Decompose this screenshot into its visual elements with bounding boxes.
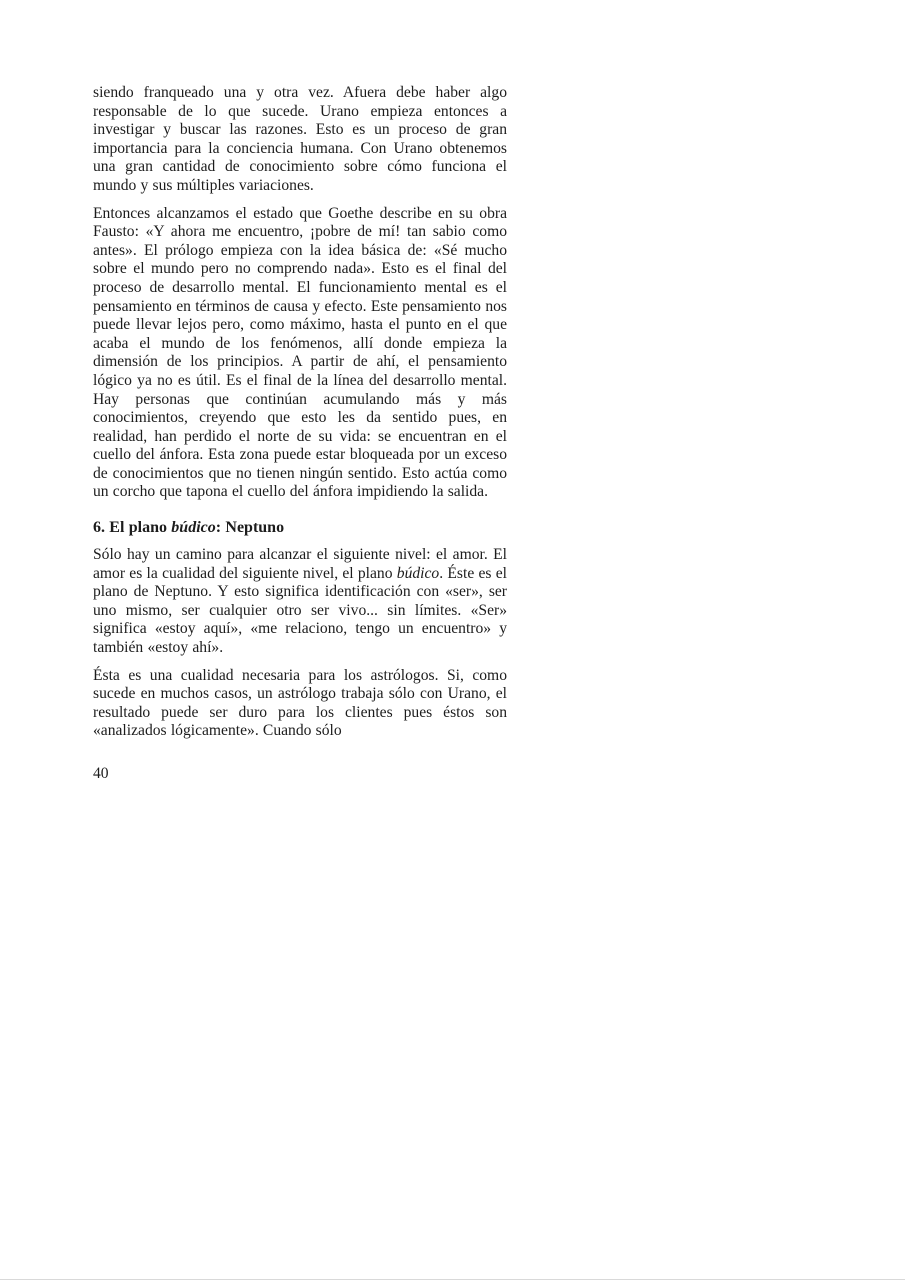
heading-italic-word: búdico [171, 519, 216, 537]
heading-prefix: 6. El plano [93, 519, 172, 537]
page-number: 40 [93, 765, 109, 782]
paragraph-segment: . Éste es el plano de Neptuno. Y esto significa identificación con «ser», ser uno mismo, ser cualquier otro ser vivo... sin límites. «Ser» significa «estoy aquí», «me relaciono, tengo un encuentro» y también «estoy ahí». [93, 564, 508, 657]
section-heading [93, 518, 507, 537]
text-column [93, 84, 507, 784]
paragraph-segment: Sólo hay un camino para alcanzar el siguiente nivel: el amor. El amor es la cualidad del siguiente nivel, el plano [93, 546, 507, 582]
paragraph-segment-italic: búdico [396, 564, 440, 582]
paragraph-urano: siendo franqueado una y otra vez. Afuera debe haber algo responsable de lo que sucede. Urano empieza entonces a investigar y buscar las razones. Esto es un proceso de gran importancia para la conciencia humana. Con Urano obtenemos una gran cantidad de conocimiento sobre cómo funciona el mundo y sus múltiples variaciones. [93, 84, 507, 194]
heading-suffix: : Neptuno [215, 519, 285, 537]
paragraph-neptuno [93, 546, 507, 658]
paragraph-goethe: Entonces alcanzamos el estado que Goethe describe en su obra Fausto: «Y ahora me encuentro, ¡pobre de mí! tan sabio como antes». El prólogo empieza con la idea básica de: «Sé mucho sobre el mundo pero no comprendo nada». Esto es el final del proceso de desarrollo mental. El funcionamiento mental es el pensamiento en términos de causa y efecto. Este pensamiento nos puede llevar lejos pero, como máximo, hasta el punto en el que acaba el mundo de los fenómenos, allí donde empieza la dimensión de los principios. A partir de ahí, el pensamiento lógico ya no es útil. Es el final de la línea del desarrollo mental. Hay personas que continúan acumulando más y más conocimientos, creyendo que esto les da sentido pues, en realidad, han perdido el norte de su vida: se encuentran en el cuello del ánfora. Esta zona puede estar bloqueada por un exceso de conocimientos que no tienen ningún sentido. Esto actúa como un corcho que tapona el cuello del ánfora impidiendo la salida. [93, 204, 507, 501]
paragraph-astrologos: Ésta es una cualidad necesaria para los astrólogos. Si, como sucede en muchos casos, un astrólogo trabaja sólo con Urano, el resultado puede ser duro para los clientes pues éstos son «analizados lógicamente». Cuando sólo [93, 666, 507, 740]
